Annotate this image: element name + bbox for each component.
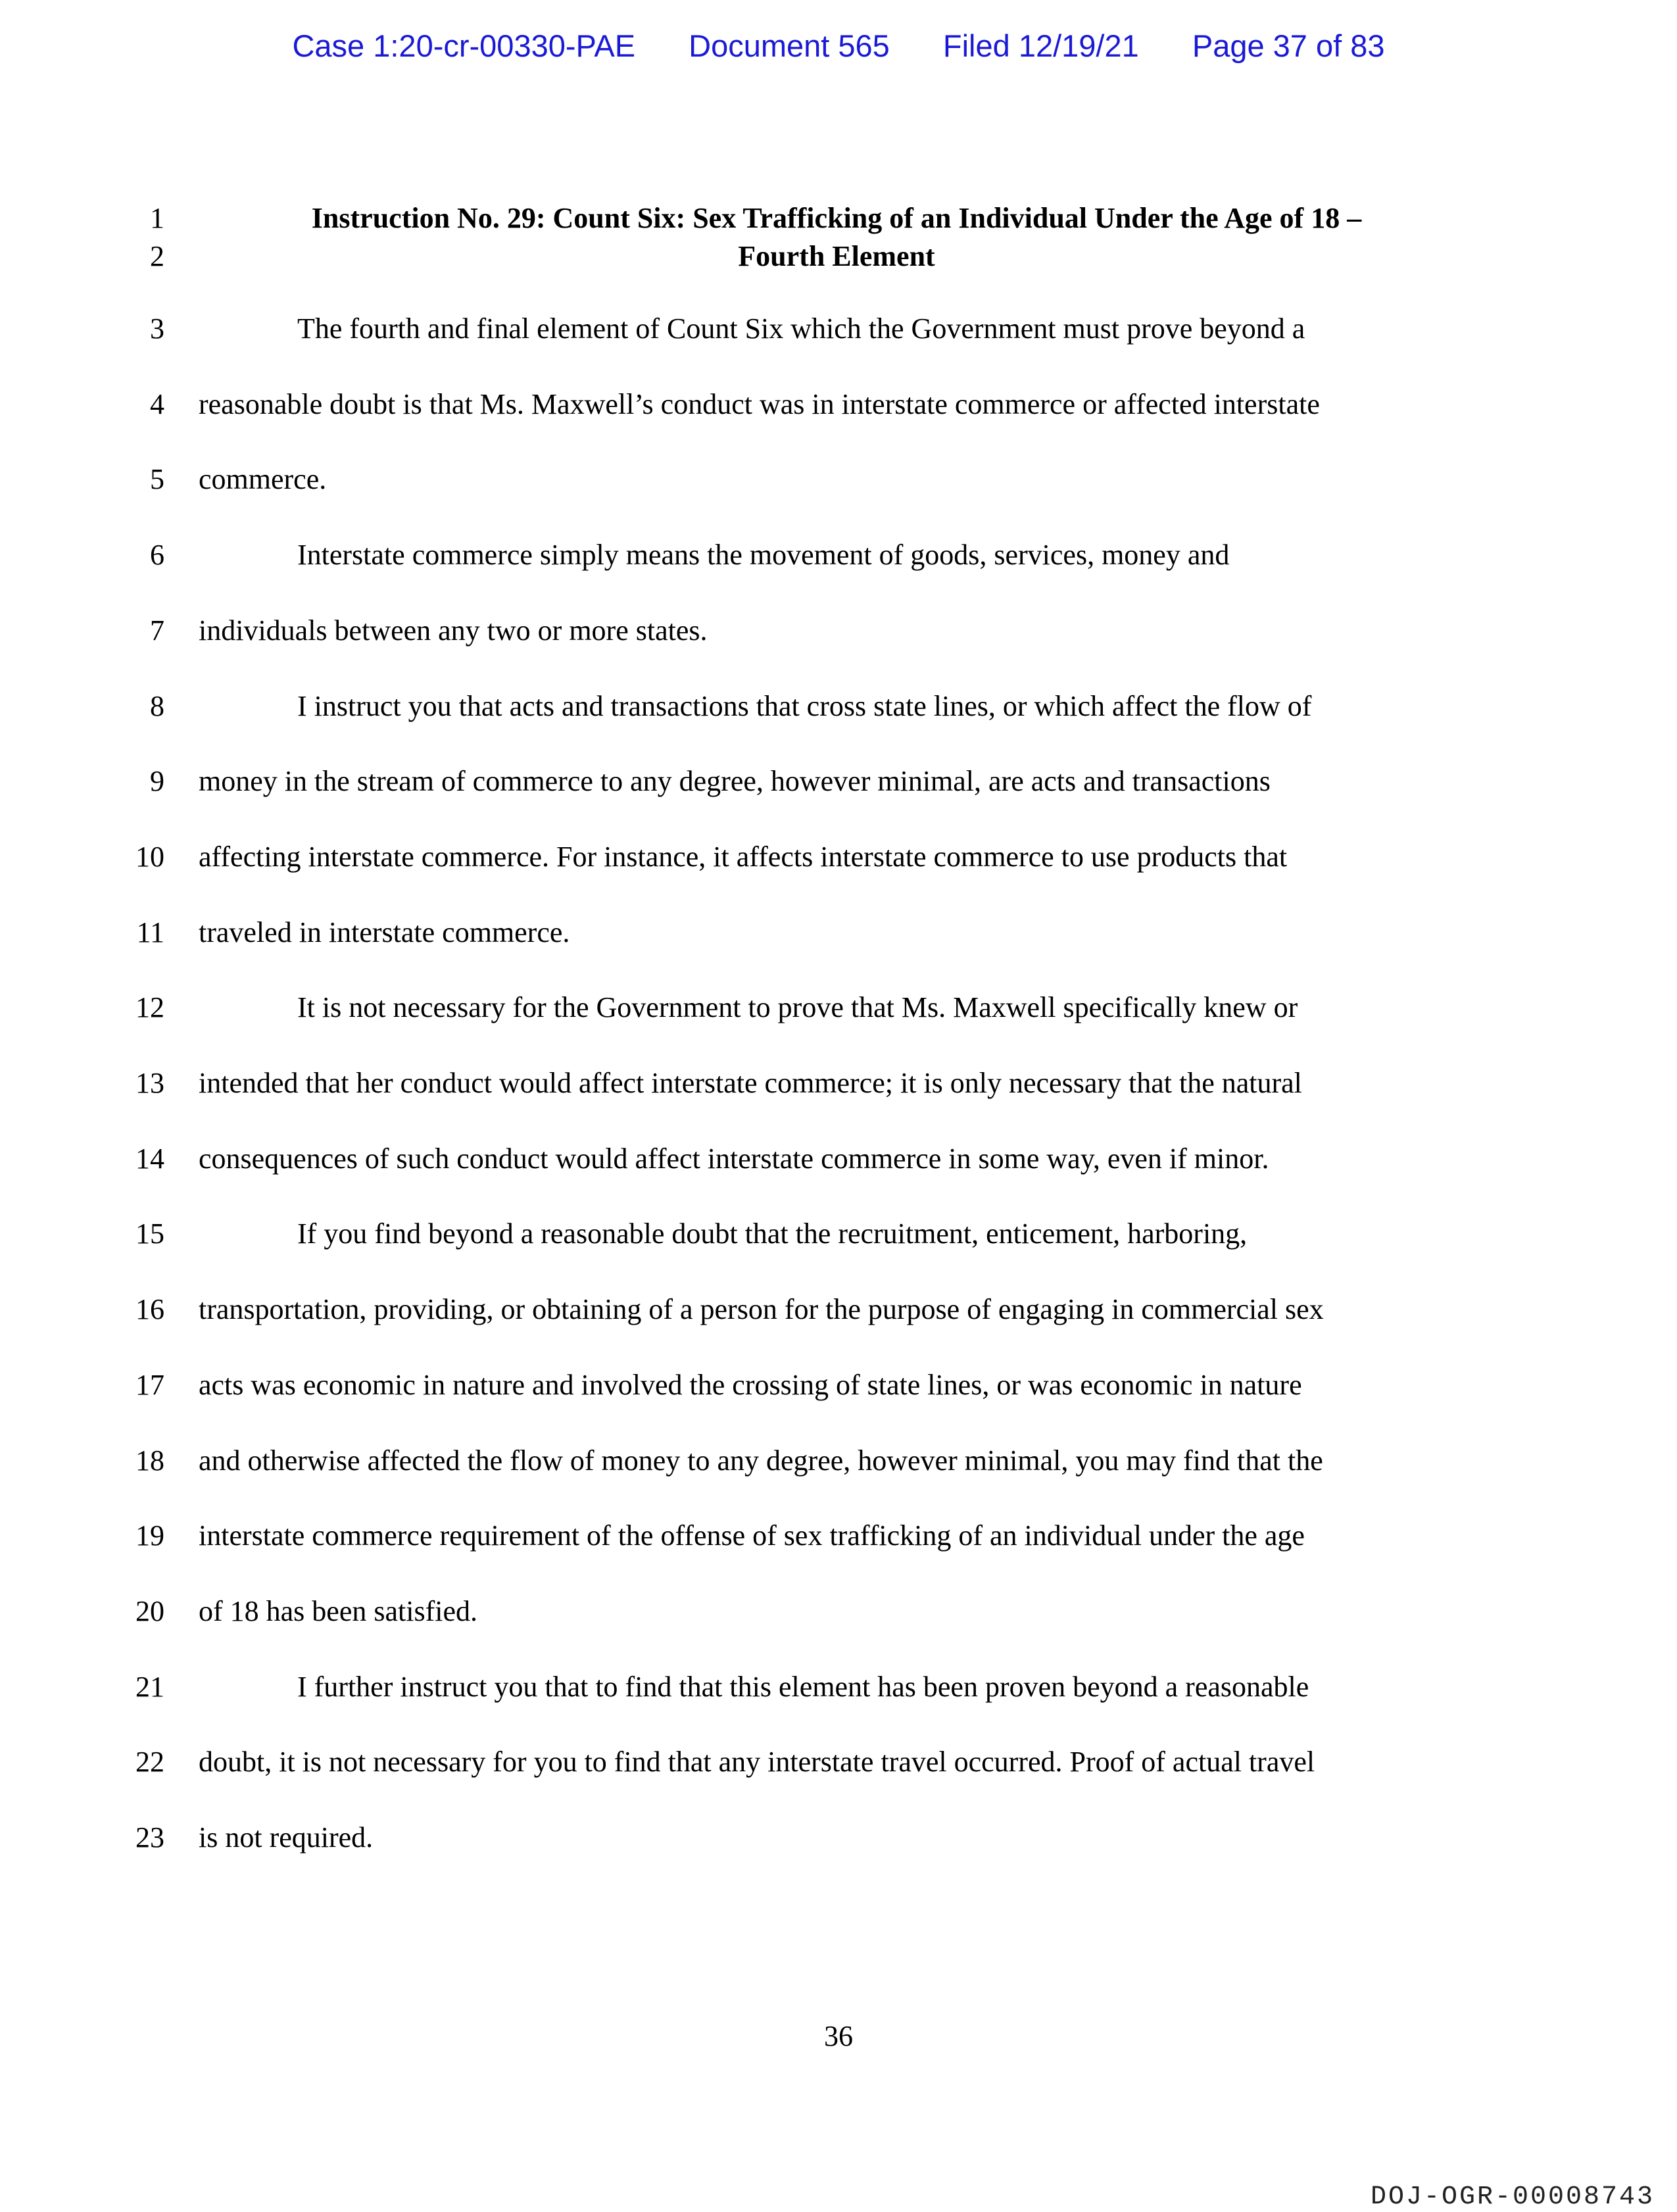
line-3 <box>0 309 1677 349</box>
case-number: Case 1:20-cr-00330-PAE <box>292 28 636 63</box>
line-text: Interstate commerce simply means the movement of goods, services, money and <box>297 539 1230 571</box>
line-9 <box>0 762 1677 801</box>
line-text: is not required. <box>199 1821 374 1854</box>
line-2 <box>0 237 1677 276</box>
line-17 <box>0 1365 1677 1405</box>
line-text: money in the stream of commerce to any degree, however minimal, are acts and transactions <box>199 765 1271 797</box>
line-number: 17 <box>135 1369 164 1401</box>
line-text: individuals between any two or more states. <box>199 614 708 647</box>
line-12 <box>0 988 1677 1027</box>
line-text: traveled in interstate commerce. <box>199 916 570 948</box>
line-number: 14 <box>135 1143 164 1175</box>
line-number: 2 <box>150 240 164 272</box>
page-of-total: Page 37 of 83 <box>1192 28 1385 63</box>
line-number: 16 <box>135 1293 164 1325</box>
line-text: commerce. <box>199 463 327 495</box>
line-number: 20 <box>135 1595 164 1627</box>
line-16 <box>0 1290 1677 1329</box>
line-text: doubt, it is not necessary for you to find that any interstate travel occurred. Proof of actual travel <box>199 1746 1315 1778</box>
line-8 <box>0 687 1677 726</box>
line-21 <box>0 1667 1677 1707</box>
line-text: consequences of such conduct would affect interstate commerce in some way, even if minor. <box>199 1143 1269 1175</box>
line-text: reasonable doubt is that Ms. Maxwell’s conduct was in interstate commerce or affected interstate <box>199 388 1320 420</box>
line-number: 1 <box>150 202 164 234</box>
line-number: 11 <box>136 916 164 948</box>
line-number: 23 <box>135 1821 164 1854</box>
line-text: acts was economic in nature and involved the crossing of state lines, or was economic in nature <box>199 1369 1302 1401</box>
line-number: 13 <box>135 1067 164 1099</box>
line-number: 12 <box>135 991 164 1023</box>
line-18 <box>0 1441 1677 1481</box>
line-19 <box>0 1516 1677 1556</box>
line-4 <box>0 385 1677 424</box>
line-11 <box>0 913 1677 952</box>
line-text: I instruct you that acts and transactions that cross state lines, or which affect the flow of <box>297 690 1312 722</box>
line-10 <box>0 837 1677 877</box>
line-text: It is not necessary for the Government to prove that Ms. Maxwell specifically knew or <box>297 991 1298 1023</box>
line-14 <box>0 1139 1677 1179</box>
line-number: 6 <box>150 539 164 571</box>
line-text: of 18 has been satisfied. <box>199 1595 477 1627</box>
line-number: 7 <box>150 614 164 647</box>
line-number: 19 <box>135 1519 164 1552</box>
ecf-header <box>0 28 1677 64</box>
line-number: 18 <box>135 1444 164 1477</box>
line-number: 22 <box>135 1746 164 1778</box>
instruction-subtitle: Fourth Element <box>738 240 935 272</box>
line-text: I further instruct you that to find that this element has been proven beyond a reasonable <box>297 1671 1309 1703</box>
line-20 <box>0 1592 1677 1631</box>
line-number: 21 <box>135 1671 164 1703</box>
line-text: If you find beyond a reasonable doubt that the recruitment, enticement, harboring, <box>297 1217 1248 1250</box>
line-22 <box>0 1742 1677 1782</box>
line-number: 10 <box>135 841 164 873</box>
line-13 <box>0 1064 1677 1103</box>
filed-date: Filed 12/19/21 <box>942 28 1139 63</box>
instruction-title: Instruction No. 29: Count Six: Sex Trafficking of an Individual Under the Age of 18 – <box>311 202 1362 234</box>
bates-number: DOJ-OGR-00008743 <box>1370 2182 1655 2212</box>
line-text: transportation, providing, or obtaining of a person for the purpose of engaging in commercial sex <box>199 1293 1324 1325</box>
line-number: 15 <box>135 1217 164 1250</box>
line-text: The fourth and final element of Count Six which the Government must prove beyond a <box>297 312 1305 345</box>
line-text: and otherwise affected the flow of money to any degree, however minimal, you may find that the <box>199 1444 1323 1477</box>
line-15 <box>0 1214 1677 1254</box>
line-text: intended that her conduct would affect interstate commerce; it is only necessary that the natural <box>199 1067 1302 1099</box>
line-5 <box>0 460 1677 499</box>
line-7 <box>0 611 1677 651</box>
line-number: 9 <box>150 765 164 797</box>
line-number: 3 <box>150 312 164 345</box>
line-number: 8 <box>150 690 164 722</box>
line-23 <box>0 1818 1677 1857</box>
line-1 <box>0 199 1677 238</box>
line-text: interstate commerce requirement of the offense of sex trafficking of an individual under the age <box>199 1519 1305 1552</box>
line-number: 4 <box>150 388 164 420</box>
line-text: affecting interstate commerce. For instance, it affects interstate commerce to use products that <box>199 841 1288 873</box>
line-6 <box>0 535 1677 575</box>
line-number: 5 <box>150 463 164 495</box>
document-number: Document 565 <box>689 28 890 63</box>
page-number: 36 <box>824 2020 853 2052</box>
